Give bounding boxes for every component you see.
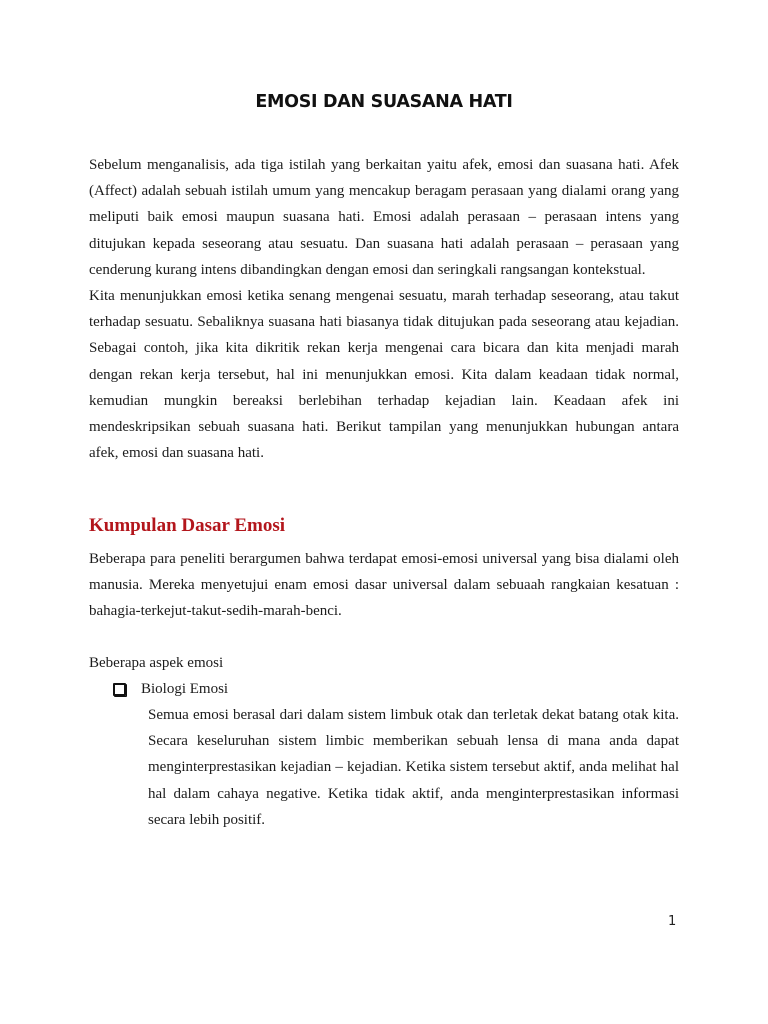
text-line: cenderung kurang intens dibandingkan dengan emosi dan seringkali rangsangan kontekstual. [89, 261, 646, 278]
text-line: terhadap sesuatu. Sebaliknya suasana hati biasanya tidak ditujukan pada seseorang atau kejadian. [89, 314, 679, 331]
text-line: dengan rekan kerja tersebut, hal ini menunjukkan emosi. Kita dalam keadaan tidak normal, [89, 366, 679, 383]
text-line: Secara keseluruhan sistem limbic memberikan sebuah lensa di mana anda dapat [148, 733, 679, 750]
paragraph-basic-emotions [89, 546, 679, 625]
text-line: secara lebih positif. [148, 811, 266, 828]
text-line: Beberapa para peneliti berargumen bahwa terdapat emosi-emosi universal yang bisa dialami oleh [89, 551, 679, 567]
text-line: ditujukan kepada seseorang atau sesuatu. Dan suasana hati adalah perasaan – perasaan yang [89, 235, 679, 252]
text-line: (Affect) adalah sebuah istilah umum yang mencakup beragam perasaan yang dialami orang yang [89, 183, 679, 200]
text-line: afek, emosi dan suasana hati. [89, 445, 264, 462]
text-line: hal dalam cahaya negative. Ketika tidak aktif, anda menginterprestasikan informasi [148, 785, 679, 802]
aspects-label: Beberapa aspek emosi [89, 655, 224, 671]
text-line: kemudian mungkin bereaksi berlebihan terhadap kejadian lain. Keadaan afek ini [89, 392, 679, 409]
text-line: Sebelum menganalisis, ada tiga istilah yang berkaitan yaitu afek, emosi dan suasana hati. Afek [89, 157, 679, 173]
document-title: EMOSI DAN SUASANA HATI [255, 92, 513, 112]
bullet-label: Biologi Emosi [141, 680, 229, 697]
text-line: mendeskripsikan sebuah suasana hati. Berikut tampilan yang menunjukkan hubungan antara [89, 419, 679, 436]
text-line: bahagia-terkejut-takut-sedih-marah-benci. [89, 603, 342, 620]
bullet-item [113, 676, 228, 702]
checkbox-square-icon [113, 683, 126, 696]
text-line: meliputi baik emosi maupun suasana hati. Emosi adalah perasaan – perasaan intens yang [89, 209, 679, 226]
text-line: manusia. Mereka menyetujui enam emosi dasar universal dalam sebuaah rangkaian kesatuan : [89, 577, 679, 594]
paragraph-emotion-examples [89, 283, 679, 466]
paragraph-biology [148, 702, 679, 833]
text-line: Sebagai contoh, jika kita dikritik rekan kerja mengenai cara bicara dan kita menjadi marah [89, 340, 679, 357]
page-number: 1 [668, 914, 677, 929]
text-line: Kita menunjukkan emosi ketika senang mengenai sesuatu, marah terhadap seseorang, atau takut [89, 288, 679, 304]
text-line: Semua emosi berasal dari dalam sistem limbuk otak dan terletak dekat batang otak kita. [148, 707, 679, 723]
paragraph-intro [89, 152, 679, 283]
section-heading: Kumpulan Dasar Emosi [89, 515, 286, 536]
text-line: menginterprestasikan kejadian – kejadian. Ketika sistem tersebut aktif, anda melihat hal [148, 759, 679, 776]
